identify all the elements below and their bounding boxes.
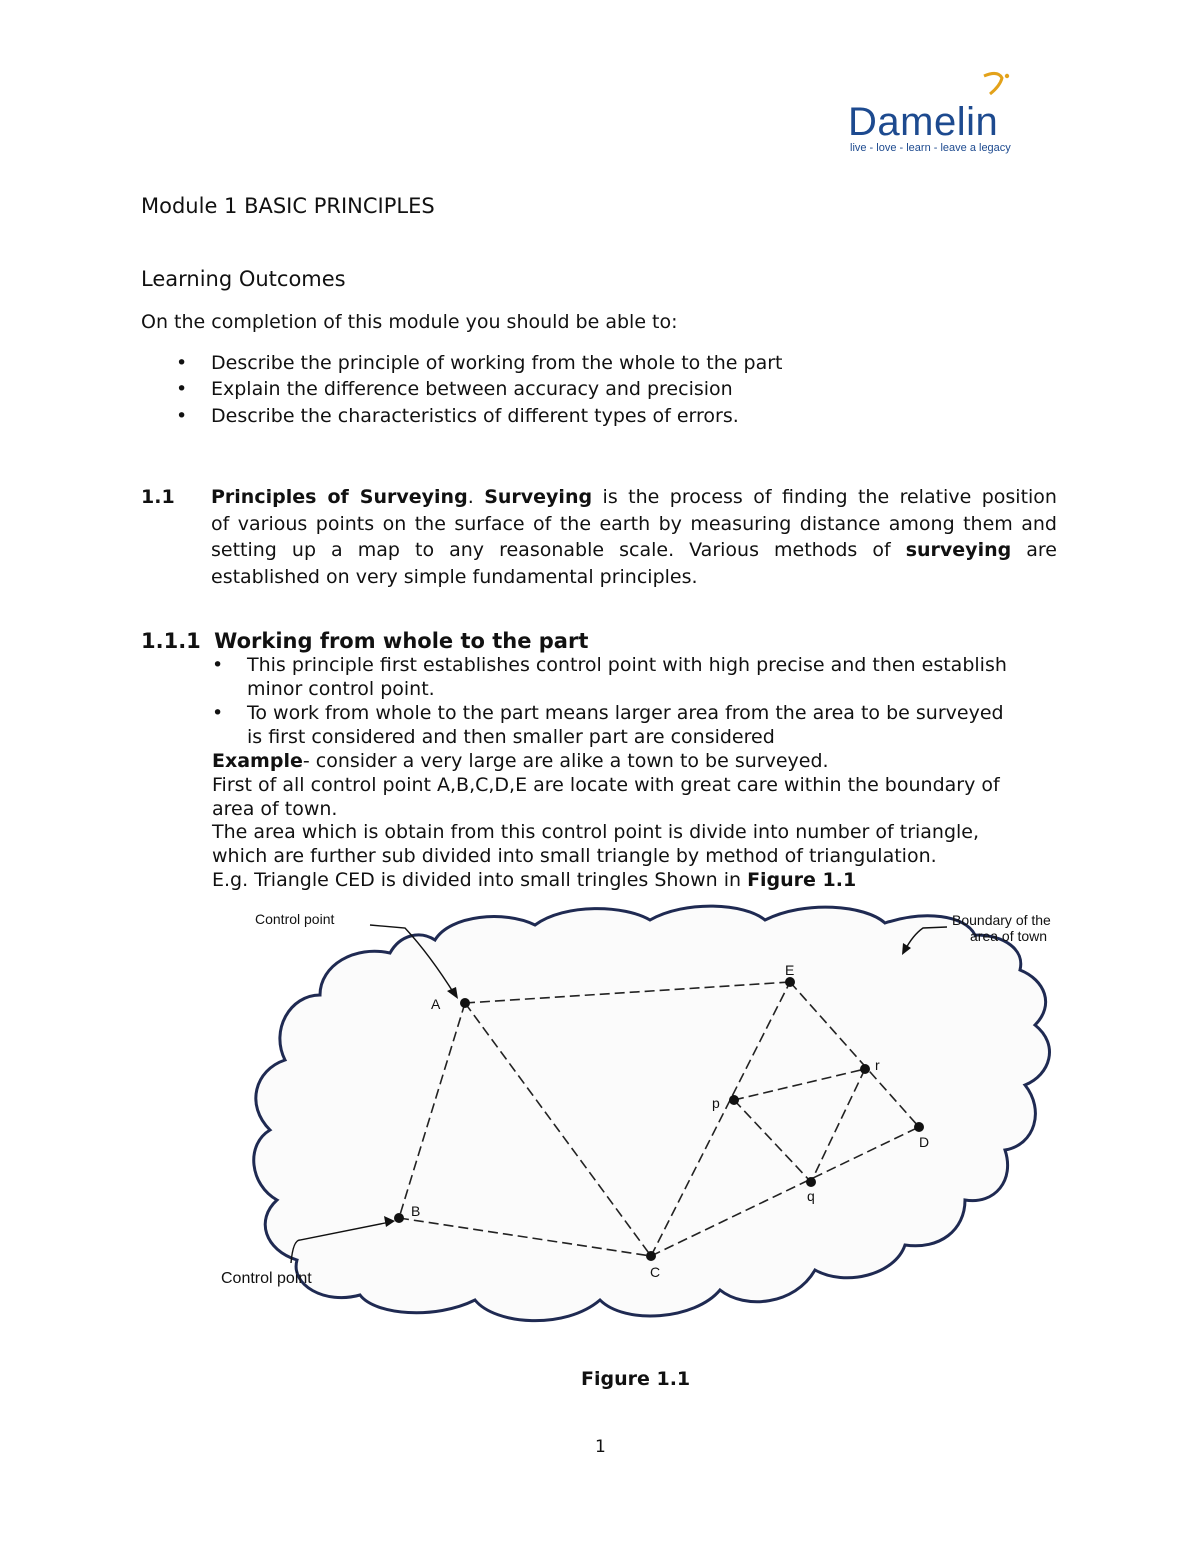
page-number: 1 — [595, 1437, 606, 1457]
body-line: area of town. — [212, 798, 338, 820]
learning-outcomes-intro: On the completion of this module you should be able to: — [141, 311, 678, 333]
damelin-logo — [846, 70, 1046, 160]
bullet-icon: • — [212, 702, 224, 724]
section-title: Principles of Surveying — [211, 486, 468, 508]
list-item: To work from whole to the part means larger area from the area to be surveyed — [247, 702, 1004, 724]
paragraph-line: of various points on the surface of the earth by measuring distance among them and — [211, 512, 1057, 535]
control-point-label-top: Control point — [255, 911, 335, 927]
section-1-1-paragraph — [211, 484, 1057, 590]
point-B — [394, 1213, 404, 1223]
module-title: Module 1 BASIC PRINCIPLES — [141, 194, 435, 218]
paragraph-line: Principles of Surveying. Surveying is the process of finding the relative position — [211, 486, 1057, 508]
body-line: First of all control point A,B,C,D,E are locate with great care within the boundary of — [212, 774, 1000, 796]
label-D: D — [919, 1134, 930, 1150]
point-E — [785, 977, 795, 987]
label-A: A — [431, 996, 441, 1012]
control-point-label-bottom: Control point — [221, 1270, 312, 1287]
body-line: which are further sub divided into small triangle by method of triangulation. — [212, 845, 937, 867]
label-C: C — [650, 1264, 661, 1280]
subsection-heading: 1.1.1 Working from whole to the part — [141, 629, 589, 653]
label-E: E — [785, 962, 795, 978]
body-line: The area which is obtain from this control point is divide into number of triangle, — [212, 821, 980, 843]
logo-swoosh-icon — [976, 70, 1016, 100]
point-q — [806, 1177, 816, 1187]
label-q: q — [807, 1188, 815, 1204]
boundary-label-line2: area of town — [970, 928, 1048, 944]
logo-tagline: live - love - learn - leave a legacy — [850, 142, 1011, 154]
bullet-icon: • — [176, 405, 188, 427]
point-A — [460, 998, 470, 1008]
point-C — [646, 1251, 656, 1261]
paragraph-line: setting up a map to any reasonable scale. Various methods of surveying are — [211, 539, 1057, 561]
logo-wordmark: Damelin — [848, 100, 999, 144]
list-item: This principle first establishes control point with high precise and then establish — [247, 654, 1007, 676]
list-item: minor control point. — [247, 678, 435, 700]
learning-outcomes-heading: Learning Outcomes — [141, 267, 346, 291]
list-item: is first considered and then smaller part are considered — [247, 726, 775, 748]
bullet-icon: • — [176, 352, 188, 374]
label-p: p — [712, 1095, 720, 1111]
list-item: Explain the difference between accuracy and precision — [211, 378, 733, 400]
example-line: Example- consider a very large are alike a town to be surveyed. — [212, 750, 829, 772]
eg-line: E.g. Triangle CED is divided into small tringles Shown in Figure 1.1 — [212, 869, 857, 891]
section-number: 1.1 — [141, 486, 175, 508]
label-r: r — [875, 1057, 880, 1073]
bullet-icon: • — [176, 378, 188, 400]
bullet-icon: • — [212, 654, 224, 676]
figure-triangulation — [205, 895, 1130, 1370]
point-p — [729, 1095, 739, 1105]
point-D — [914, 1122, 924, 1132]
figure-caption: Figure 1.1 — [581, 1368, 691, 1390]
label-B: B — [411, 1203, 421, 1219]
paragraph-line: established on very simple fundamental principles. — [211, 565, 698, 588]
boundary-label-line1: Boundary of the — [952, 912, 1051, 928]
list-item: Describe the characteristics of different types of errors. — [211, 405, 739, 427]
list-item: Describe the principle of working from the whole to the part — [211, 352, 783, 374]
point-r — [860, 1064, 870, 1074]
